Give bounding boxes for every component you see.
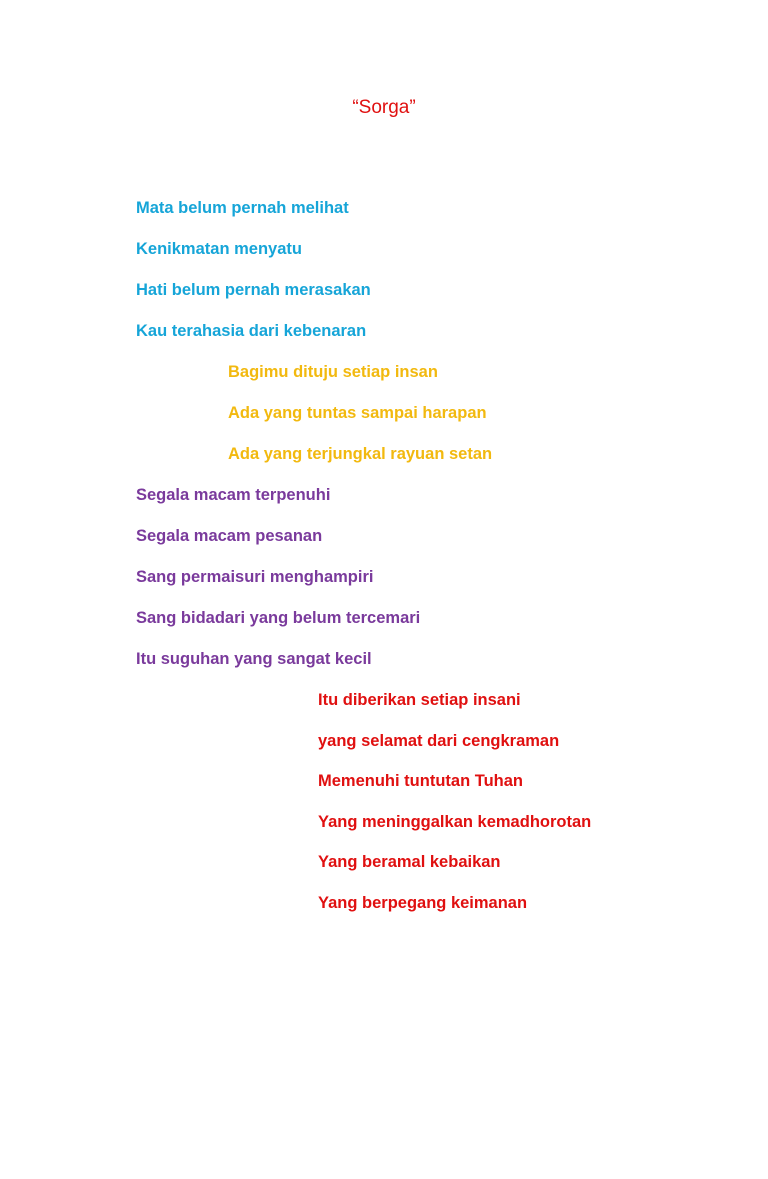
- poem-line: Yang beramal kebaikan: [318, 853, 501, 871]
- poem-line: yang selamat dari cengkraman: [318, 732, 560, 750]
- poem-line: Segala macam pesanan: [136, 527, 323, 545]
- poem-line: Sang bidadari yang belum tercemari: [136, 609, 421, 627]
- poem-line: Ada yang terjungkal rayuan setan: [228, 445, 493, 463]
- poem-line: Hati belum pernah merasakan: [136, 281, 371, 299]
- poem-line: Ada yang tuntas sampai harapan: [228, 404, 487, 422]
- poem-line: Kau terahasia dari kebenaran: [136, 322, 367, 340]
- poem-line: Itu diberikan setiap insani: [318, 691, 521, 709]
- poem-title: “Sorga”: [352, 97, 416, 118]
- poem-line: Kenikmatan menyatu: [136, 240, 302, 258]
- poem-line: Yang meninggalkan kemadhorotan: [318, 813, 592, 831]
- poem-line: Bagimu dituju setiap insan: [228, 363, 438, 381]
- poem-line: Memenuhi tuntutan Tuhan: [318, 772, 524, 790]
- poem-line: Sang permaisuri menghampiri: [136, 568, 374, 586]
- poem-line: Mata belum pernah melihat: [136, 199, 349, 217]
- poem-line: Yang berpegang keimanan: [318, 894, 528, 912]
- poem-line: Itu suguhan yang sangat kecil: [136, 650, 372, 668]
- poem-line: Segala macam terpenuhi: [136, 486, 331, 504]
